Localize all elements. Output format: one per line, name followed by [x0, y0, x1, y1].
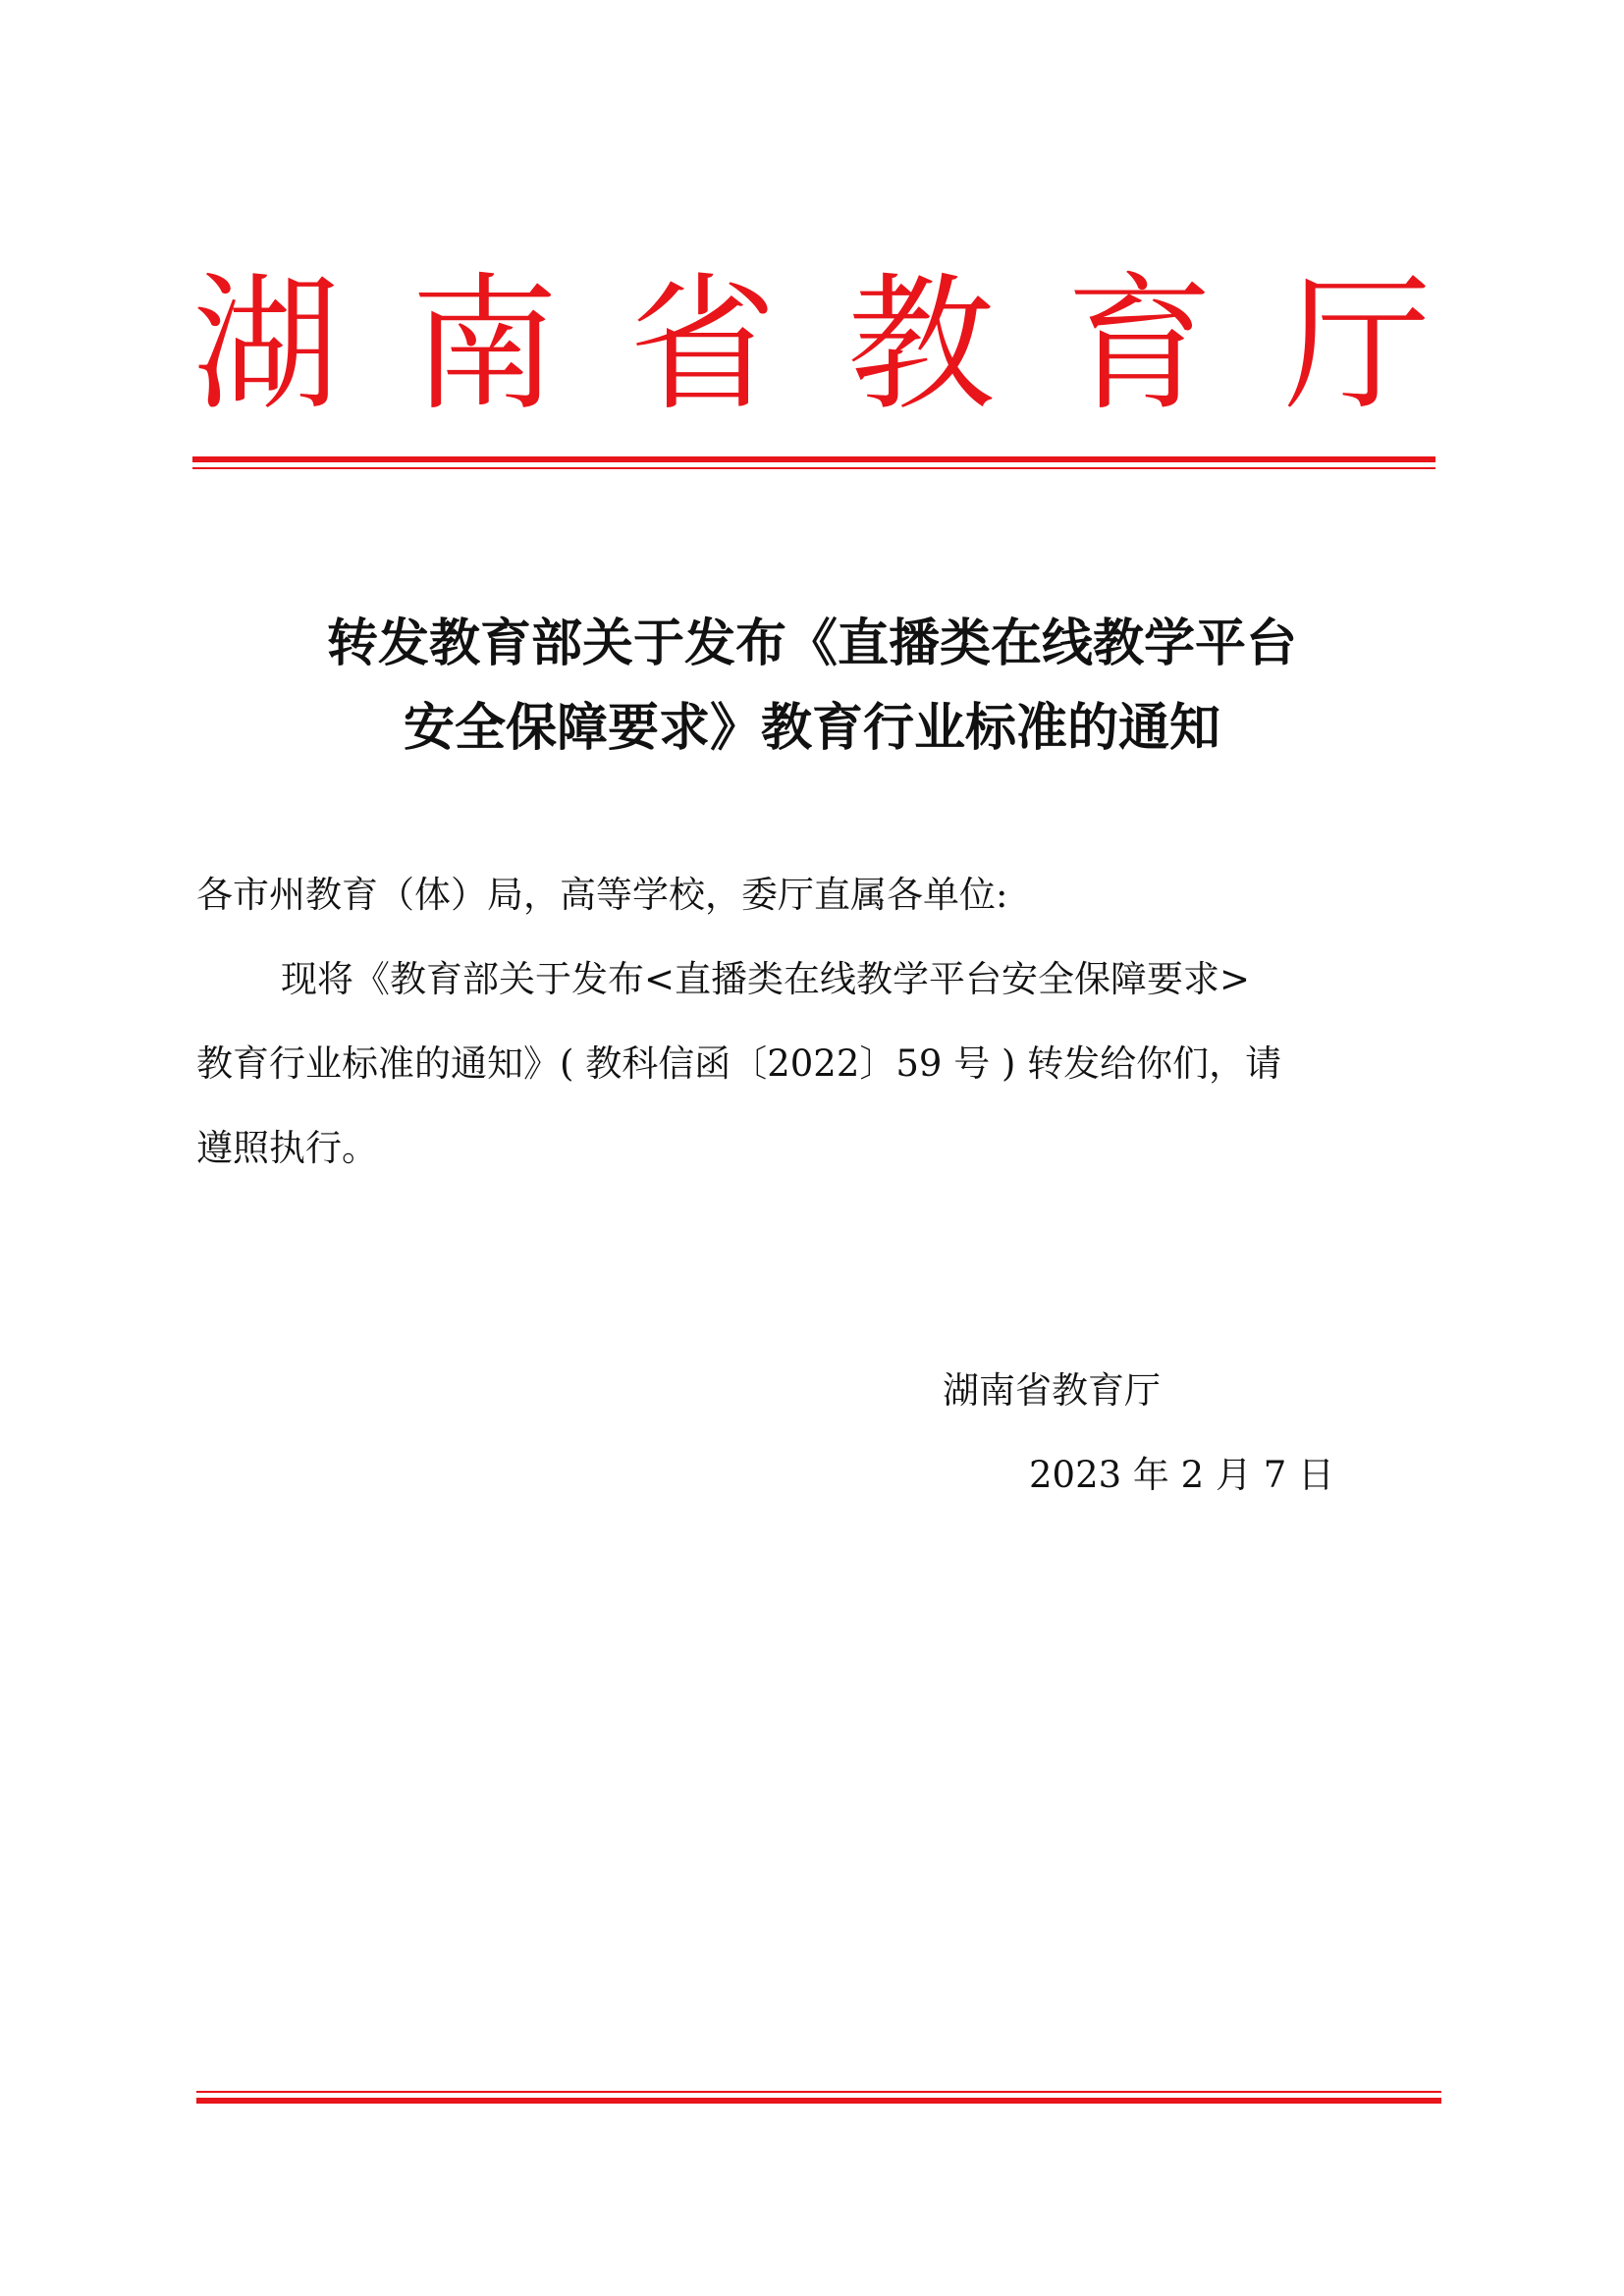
- document-title-line-1: 转发教育部关于发布《直播类在线教学平台: [326, 614, 1297, 673]
- body-paragraph-line: 教育行业标准的通知》( 教科信函〔2022〕59 号 ) 转发给你们，请: [196, 1042, 1282, 1085]
- footer-divider-thin: [196, 2091, 1441, 2093]
- document-title-line-2: 安全保障要求》教育行业标准的通知: [403, 699, 1220, 758]
- letterhead-char: 厅: [1283, 260, 1432, 431]
- signature-organization: 湖南省教育厅: [943, 1369, 1161, 1412]
- body-paragraph-line: 遵照执行。: [196, 1127, 378, 1169]
- letterhead-char: 南: [410, 260, 559, 431]
- letterhead-divider-thin: [192, 467, 1435, 469]
- signature-date: 2023 年 2 月 7 日: [1029, 1454, 1335, 1496]
- footer-divider-thick: [196, 2098, 1441, 2104]
- letterhead-char: 省: [628, 260, 777, 431]
- letterhead-char: 教: [847, 260, 996, 431]
- letterhead-char: 湖: [192, 260, 341, 431]
- addressee: 各市州教育（体）局，高等学校，委厅直属各单位:: [196, 874, 1008, 916]
- body-paragraph-line: 现将《教育部关于发布<直播类在线教学平台安全保障要求>: [281, 958, 1251, 1000]
- letterhead-divider-thick: [192, 456, 1435, 462]
- letterhead: [192, 257, 1432, 434]
- letterhead-char: 育: [1065, 260, 1214, 431]
